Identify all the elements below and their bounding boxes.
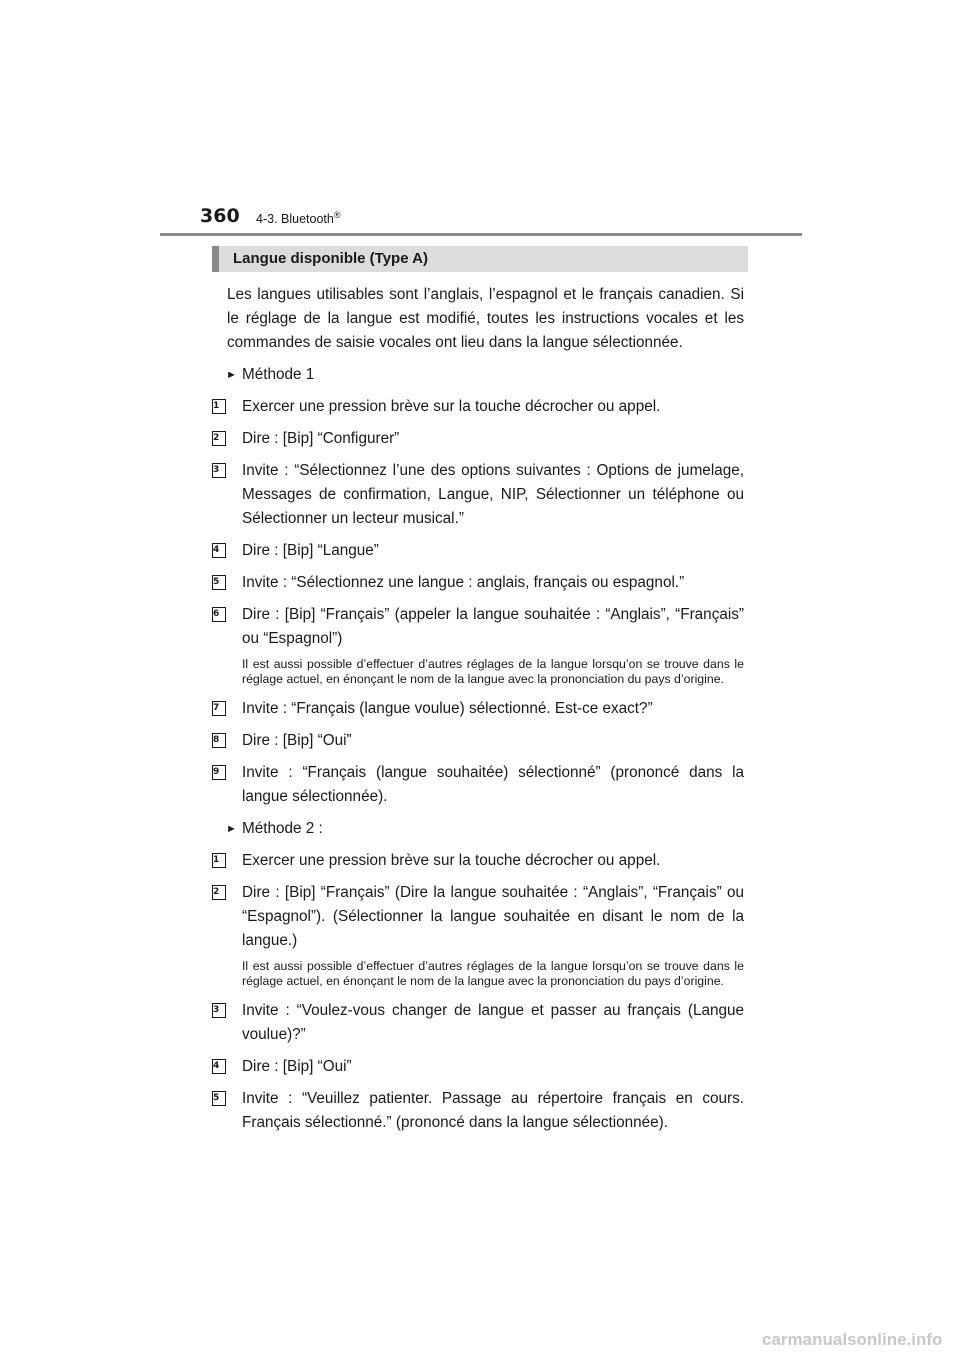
- method-2-label: Méthode 2 :: [242, 820, 323, 837]
- step-text: Dire : [Bip] “Oui”: [242, 1058, 352, 1075]
- step-number: 7: [212, 701, 226, 716]
- method-1-title: [212, 363, 744, 387]
- arrow-right-icon: ►: [226, 369, 237, 381]
- method-2-step-4: [212, 1055, 744, 1079]
- method-2-step-5: [212, 1087, 744, 1135]
- step-number: 6: [212, 607, 226, 622]
- step-number: 9: [212, 765, 226, 780]
- method-1-step-2: [212, 427, 744, 451]
- step-text: Invite : “Sélectionnez l’une des options suivantes : Options de jumelage, Messages de confirmation, Langue, NIP, Sélectionner un téléphone ou Sélectionner un lecteur musical.”: [242, 462, 744, 527]
- page-header: [0, 0, 960, 240]
- method-1-step-3: [212, 459, 744, 531]
- step-number: 8: [212, 733, 226, 748]
- section-reference: [256, 210, 340, 226]
- section-title: 4-3. Bluetooth: [256, 212, 334, 227]
- step-number: 2: [212, 431, 226, 446]
- step-number: 4: [212, 1059, 226, 1074]
- method-1-step-6: [212, 603, 744, 651]
- step-number: 3: [212, 1003, 226, 1018]
- method-1-label: Méthode 1: [242, 366, 315, 383]
- step-text: Invite : “Sélectionnez une langue : anglais, français ou espagnol.”: [242, 574, 685, 591]
- method-2-step-2: [212, 881, 744, 953]
- step-text: Invite : “Veuillez patienter. Passage au répertoire français en cours. Français sélectionné.” (prononcé dans la langue sélectionnée).: [242, 1090, 744, 1131]
- step-number: 5: [212, 1091, 226, 1106]
- method-1-step-7: [212, 697, 744, 721]
- step-number: 4: [212, 543, 226, 558]
- header-rule: [160, 233, 802, 236]
- method-2-title: [212, 817, 744, 841]
- method-1-step-5: [212, 571, 744, 595]
- step-text: Dire : [Bip] “Français” (Dire la langue souhaitée : “Anglais”, “Français” ou “Espagnol”). (Sélectionner la langue souhaitée en disant le nom de la langue.): [242, 884, 744, 949]
- registered-mark: ®: [333, 210, 341, 220]
- step-number: 2: [212, 885, 226, 900]
- arrow-right-icon: ►: [226, 823, 237, 835]
- step-text: Exercer une pression brève sur la touche décrocher ou appel.: [242, 398, 661, 415]
- method-2-step-3: [212, 999, 744, 1047]
- step-text: Invite : “Voulez-vous changer de langue et passer au français (Langue voulue)?”: [242, 1002, 744, 1043]
- step-number: 3: [212, 463, 226, 478]
- step-text: Dire : [Bip] “Français” (appeler la langue souhaitée : “Anglais”, “Français” ou “Espagnol”): [242, 606, 744, 647]
- method-1-step-8: [212, 729, 744, 753]
- step-text: Invite : “Français (langue voulue) sélectionné. Est-ce exact?”: [242, 700, 653, 717]
- step-number: 1: [212, 399, 226, 414]
- method-2-step-1: [212, 849, 744, 873]
- section-heading: Langue disponible (Type A): [233, 250, 428, 267]
- method-1-note: Il est aussi possible d’effectuer d’autres réglages de la langue lorsqu’on se trouve dans le réglage actuel, en énonçant le nom de la langue avec la prononciation du pays d’origine.: [242, 657, 744, 686]
- method-1-step-4: [212, 539, 744, 563]
- section-heading-box: [212, 246, 748, 272]
- step-number: 1: [212, 853, 226, 868]
- step-text: Dire : [Bip] “Oui”: [242, 732, 352, 749]
- method-1-step-1: [212, 395, 744, 419]
- step-text: Exercer une pression brève sur la touche décrocher ou appel.: [242, 852, 661, 869]
- step-text: Invite : “Français (langue souhaitée) sélectionné” (prononcé dans la langue sélectionnée).: [242, 764, 744, 805]
- method-1-step-9: [212, 761, 744, 809]
- step-number: 5: [212, 575, 226, 590]
- main-content: [212, 283, 744, 1143]
- step-text: Dire : [Bip] “Configurer”: [242, 430, 400, 447]
- page-number: 360: [200, 205, 240, 227]
- intro-paragraph: Les langues utilisables sont l’anglais, l’espagnol et le français canadien. Si le réglage de la langue est modifié, toutes les instructions vocales et les commandes de saisie vocales ont lieu dans la langue sélectionnée.: [227, 286, 744, 351]
- watermark: carmanualsonline.info: [762, 1330, 943, 1349]
- method-2-note: Il est aussi possible d’effectuer d’autres réglages de la langue lorsqu’on se trouve dans le réglage actuel, en énonçant le nom de la langue avec la prononciation du pays d’origine.: [242, 959, 744, 988]
- step-text: Dire : [Bip] “Langue”: [242, 542, 379, 559]
